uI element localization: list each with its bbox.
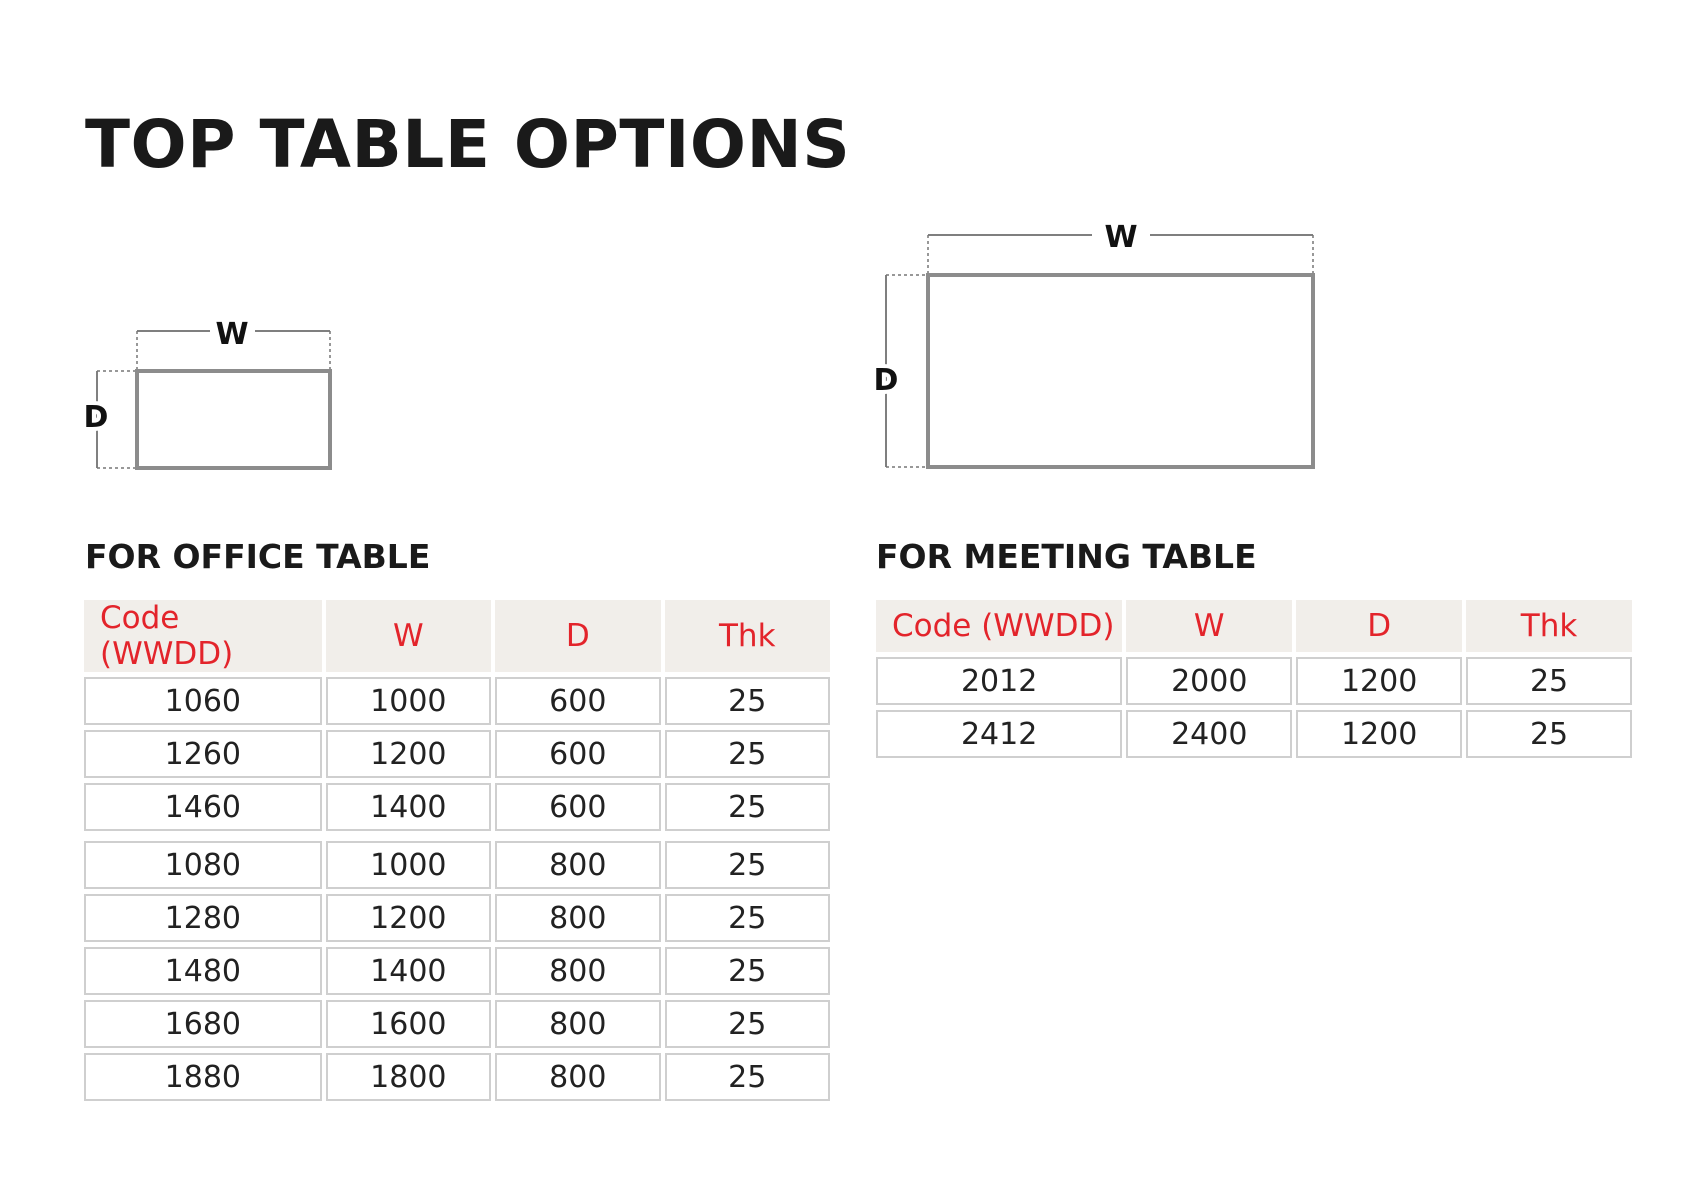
cell-code: 1080 <box>84 841 322 889</box>
table-row <box>84 841 830 889</box>
table-row <box>84 1053 830 1101</box>
office-section-title: FOR OFFICE TABLE <box>85 537 431 576</box>
office-table-diagram <box>84 317 330 468</box>
office-header-row <box>84 600 830 672</box>
office-table-outline <box>137 371 330 468</box>
cell-d: 800 <box>495 1000 660 1048</box>
table-row <box>84 947 830 995</box>
cell-w: 1000 <box>326 841 491 889</box>
cell-thk: 25 <box>665 1000 830 1048</box>
cell-d: 600 <box>495 730 660 778</box>
meeting-table-outline <box>928 275 1313 467</box>
cell-thk: 25 <box>665 730 830 778</box>
cell-d: 1200 <box>1296 710 1462 758</box>
cell-code: 1060 <box>84 677 322 725</box>
office-header-w: W <box>326 600 491 672</box>
office-table-spec <box>80 600 834 1101</box>
cell-thk: 25 <box>665 783 830 831</box>
cell-w: 2000 <box>1126 657 1292 705</box>
cell-w: 2400 <box>1126 710 1292 758</box>
cell-thk: 25 <box>665 1053 830 1101</box>
cell-code: 1280 <box>84 894 322 942</box>
cell-w: 1600 <box>326 1000 491 1048</box>
meeting-header-d: D <box>1296 600 1462 652</box>
cell-thk: 25 <box>665 894 830 942</box>
table-row <box>84 730 830 778</box>
meeting-width-label: W <box>1104 220 1138 255</box>
cell-code: 1460 <box>84 783 322 831</box>
cell-code: 2412 <box>876 710 1122 758</box>
meeting-table-diagram <box>874 220 1313 467</box>
cell-d: 600 <box>495 783 660 831</box>
cell-d: 800 <box>495 947 660 995</box>
cell-thk: 25 <box>665 677 830 725</box>
office-header-d: D <box>495 600 660 672</box>
meeting-header-thk: Thk <box>1466 600 1632 652</box>
meeting-header-w: W <box>1126 600 1292 652</box>
cell-d: 1200 <box>1296 657 1462 705</box>
table-row <box>876 710 1632 758</box>
page-title: TOP TABLE OPTIONS <box>85 106 851 183</box>
office-width-label: W <box>215 317 249 352</box>
office-header-code: Code (WWDD) <box>84 600 322 672</box>
cell-code: 1680 <box>84 1000 322 1048</box>
cell-code: 1260 <box>84 730 322 778</box>
meeting-header-row <box>876 600 1632 652</box>
cell-thk: 25 <box>665 841 830 889</box>
office-header-thk: Thk <box>665 600 830 672</box>
meeting-depth-label: D <box>873 363 899 398</box>
cell-code: 1480 <box>84 947 322 995</box>
cell-w: 1400 <box>326 947 491 995</box>
cell-thk: 25 <box>1466 657 1632 705</box>
cell-d: 800 <box>495 841 660 889</box>
cell-w: 1000 <box>326 677 491 725</box>
table-dimension-diagrams <box>0 0 1700 500</box>
cell-code: 1880 <box>84 1053 322 1101</box>
cell-thk: 25 <box>665 947 830 995</box>
meeting-table-spec <box>872 600 1636 758</box>
cell-d: 600 <box>495 677 660 725</box>
cell-d: 800 <box>495 1053 660 1101</box>
cell-w: 1200 <box>326 894 491 942</box>
table-row <box>84 1000 830 1048</box>
table-row <box>84 783 830 831</box>
cell-thk: 25 <box>1466 710 1632 758</box>
office-depth-label: D <box>83 400 109 435</box>
cell-w: 1800 <box>326 1053 491 1101</box>
cell-w: 1400 <box>326 783 491 831</box>
meeting-header-code: Code (WWDD) <box>876 600 1122 652</box>
cell-d: 800 <box>495 894 660 942</box>
table-row <box>876 657 1632 705</box>
meeting-section-title: FOR MEETING TABLE <box>876 537 1257 576</box>
cell-w: 1200 <box>326 730 491 778</box>
table-row <box>84 894 830 942</box>
cell-code: 2012 <box>876 657 1122 705</box>
table-row <box>84 677 830 725</box>
